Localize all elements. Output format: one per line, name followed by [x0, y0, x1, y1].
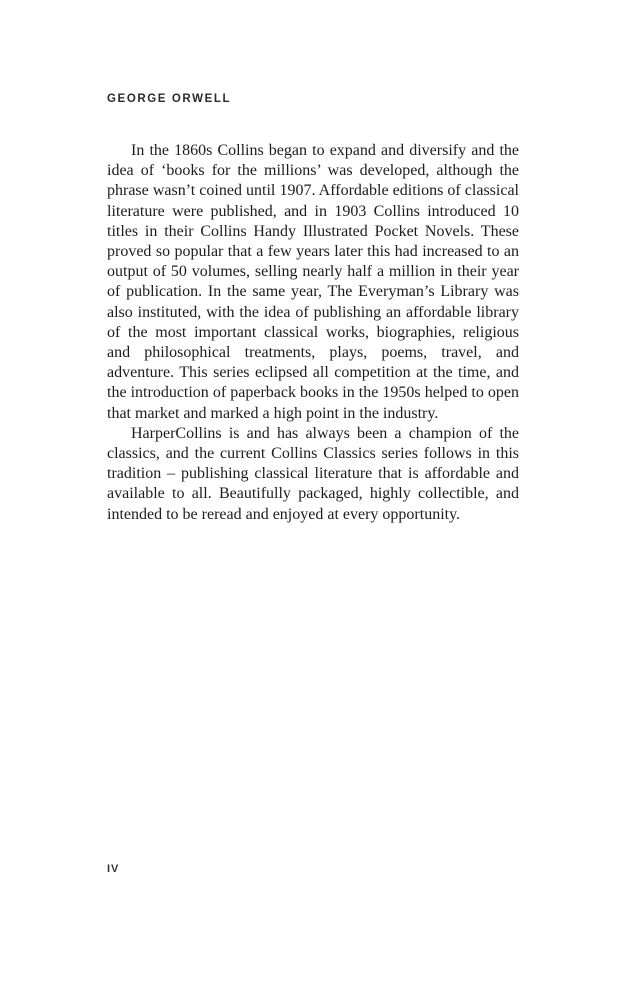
paragraph-1: In the 1860s Collins began to expand and diversify and the idea of ‘books for the millions’ was developed, although the phrase wasn’t coined until 1907. Affordable editions of classical literature were published, and in 1903 Collins introduced 10 titles in their Collins Handy Illustrated Pocket Novels. These proved so popular that a few years later this had increased to an output of 50 volumes, selling nearly half a million in their year of publication. In the same year, The Everyman’s Library was also instituted, with the idea of publishing an affordable library of the most important classical works, biographies, religious and philosophical treatments, plays, poems, travel, and adventure. This series eclipsed all competition at the time, and the introduction of paperback books in the 1950s helped to open that market and marked a high point in the industry. — [107, 142, 519, 422]
paragraph-2: HarperCollins is and has always been a champion of the classics, and the current Collins Classics series follows in this tradition – publishing classical literature that is affordable and available to all. Beautifully packaged, highly collectible, and intended to be reread and enjoyed at every opportunity. — [107, 424, 519, 523]
running-header: GEORGE ORWELL — [107, 93, 232, 105]
page-body — [107, 141, 519, 525]
page-number: IV — [107, 863, 120, 875]
